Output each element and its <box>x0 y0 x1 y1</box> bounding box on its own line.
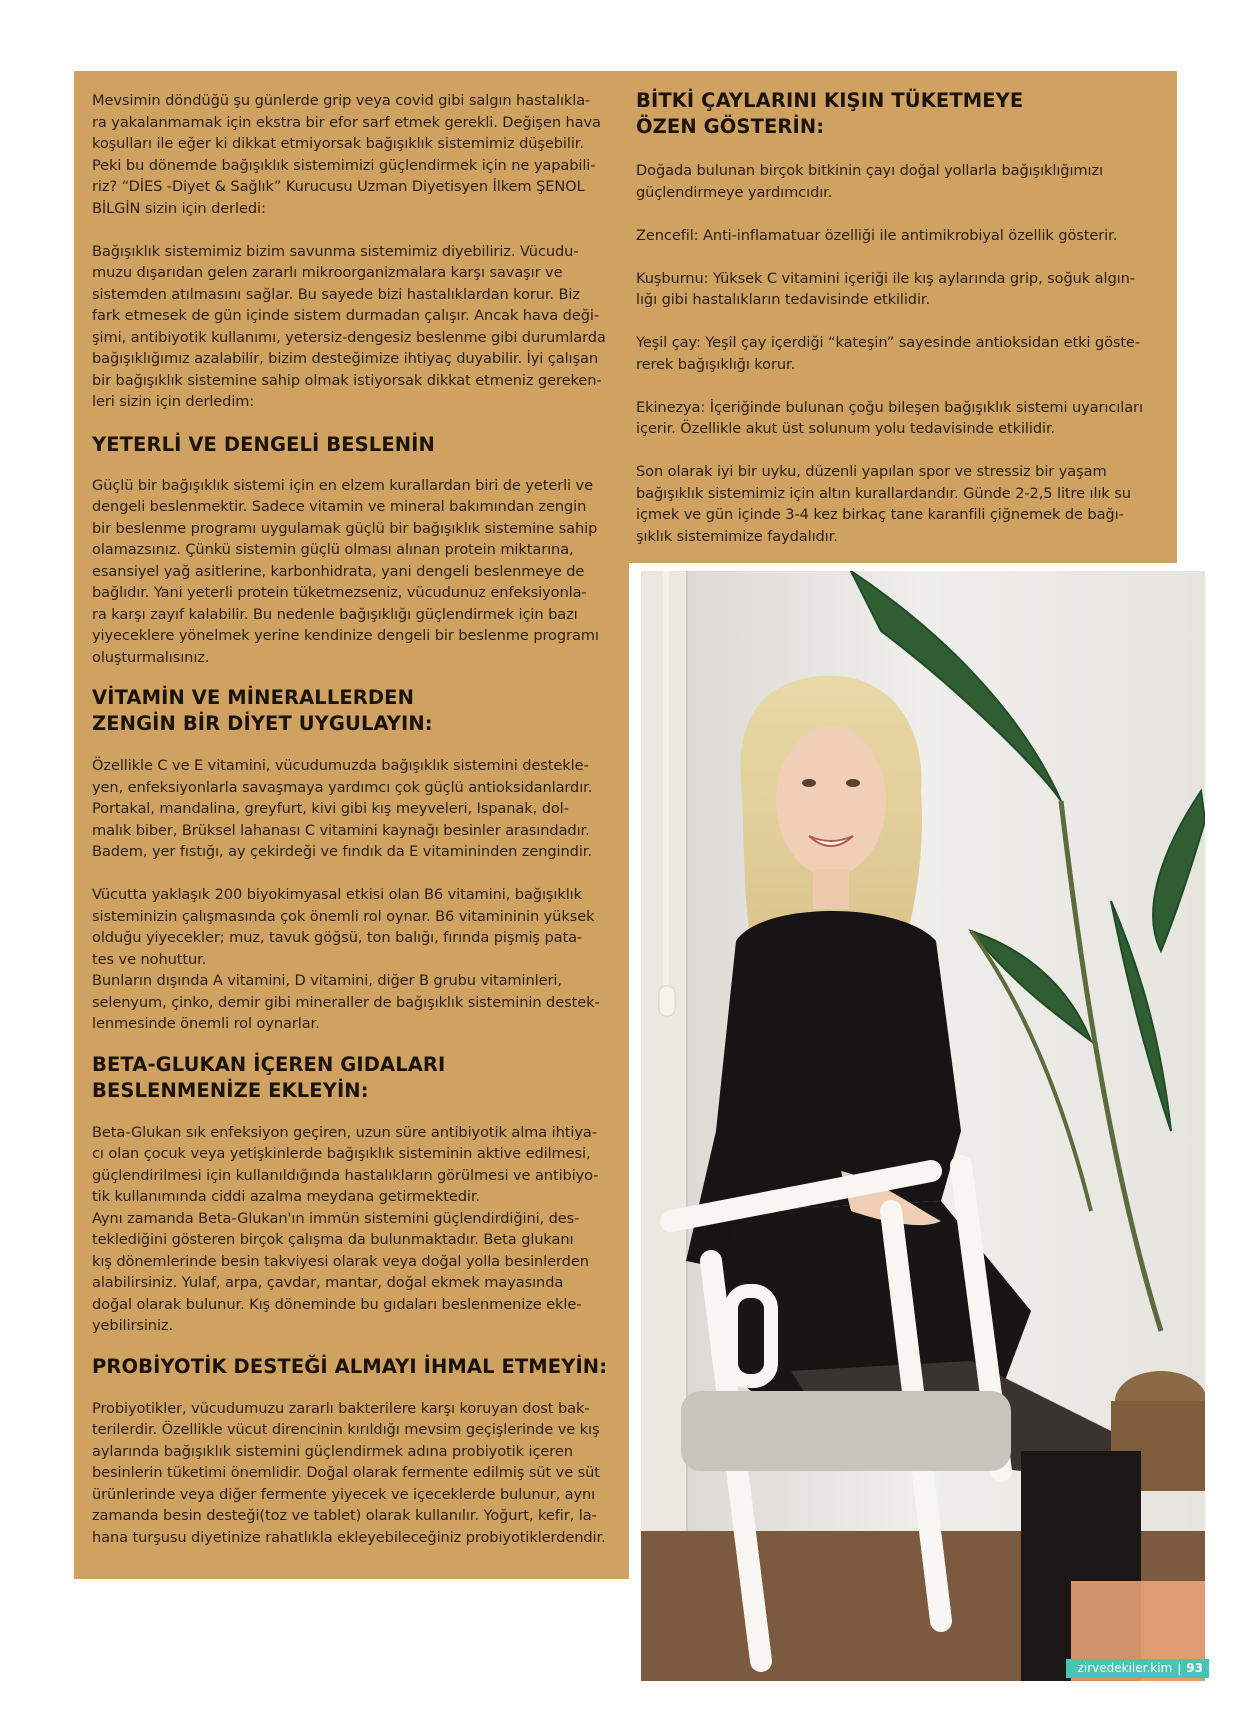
left-column <box>92 90 617 1548</box>
footer-separator: | <box>1177 1661 1182 1675</box>
balanced-diet-paragraph: Güçlü bir bağışıklık sistemi için en elzem kurallardan biri de yeterli ve dengeli beslenmektir. Sadece vitamin ve mineral bakımından zengin bir beslenme programı uygulamak güçlü bir bağışıklık sistemine sahip olamazsınız. Çünkü sistemin güçlü olması alınan protein miktarına, esansiyel yağ asitlerine, karbonhidrata, yani dengeli beslenmeye de bağlıdır. Yani yeterli protein tüketmezseniz, vücudunuz enfeksiyonla- ra karşı zayıf kalabilir. Bu nedenle bağışıklığı güçlendirmek için bazı yiyeceklere yönelmek yerine kendinize dengeli bir beslenme programı oluşturmalısınız. <box>92 476 599 666</box>
heading-vitamins: VİTAMİN VE MİNERALLERDEN ZENGİN BİR DİYET UYGULAYIN: <box>92 686 433 735</box>
herbal-teas-intro: Doğada bulunan birçok bitkinin çayı doğal yollarla bağışıklığımızı güçlendirmeye yardımcıdır. <box>636 162 1103 201</box>
heading-probiotics: PROBİYOTİK DESTEĞİ ALMAYI İHMAL ETMEYİN: <box>92 1354 608 1378</box>
footer-site: zirvedekiler.kim <box>1077 1661 1173 1675</box>
page-footer <box>1066 1659 1209 1678</box>
echinacea-paragraph: Ekinezya: İçeriğinde bulunan çoğu bileşen bağışıklık sistemi uyarıcıları içerir. Özellikle akut üst solunum yolu tedavisinde etkilidir. <box>636 398 1143 437</box>
beta-glucan-paragraph: Beta-Glukan sık enfeksiyon geçiren, uzun süre antibiyotik alma ihtiya- cı olan çocuk veya yetişkinlerde bağışıklık sisteminin aktive edilmesi, güçlendirilmesi için kullanıldığında hastalıkların görülmesi ve antibiyo- tik kullanımında ciddi azalma meydana getirmektedir. Aynı zamanda Beta-Glukan'ın immün sistemini güçlendirdiğini, des- teklediğini gösteren birçok çalışma da bulunmaktadır. Beta glukanı kış dönemlerinde besin takviyesi olarak veya doğal yolla besinlerden alabilirsiniz. Yulaf, arpa, çavdar, mantar, doğal ekmek mayasında doğal olarak bulunur. Kış döneminde bu gıdaları beslenmenize ekle- yebilirsiniz. <box>92 1123 599 1334</box>
column-divider <box>629 563 635 1579</box>
portrait-illustration <box>641 571 1205 1681</box>
rosehip-paragraph: Kuşburnu: Yüksek C vitamini içeriği ile kış aylarında grip, soğuk algın- lığı gibi hastalıkların tedavisinde etkilidir. <box>636 269 1135 308</box>
probiotics-paragraph: Probiyotikler, vücudumuzu zararlı bakterilere karşı koruyan dost bak- terilerdir. Özellikle vücut direncinin kırıldığı mevsim geçişlerinde ve kış aylarında bağışıklık sistemini güçlendirmek adına probiyotik içeren besinlerin tüketimi önemlidir. Doğal olarak fermente edilmiş süt ve süt ürünlerinde veya diğer fermente yiyecek ve içeceklerde bulunur, aynı zamanda besin desteği(toz ve tablet) olarak kullanılır. Yoğurt, kefir, la- hana turşusu diyetinize rahatlıkla ekleyebileceğiniz probiyotiklerdendir. <box>92 1399 606 1546</box>
page-number: 93 <box>1186 1661 1203 1675</box>
heading-beta-glucan: BETA-GLUKAN İÇEREN GIDALARI BESLENMENİZE EKLEYİN: <box>92 1052 446 1102</box>
dietitian-portrait-photo <box>641 571 1205 1681</box>
heading-balanced-diet: YETERLİ VE DENGELİ BESLENİN <box>92 432 435 456</box>
heading-herbal-teas: BİTKİ ÇAYLARINI KIŞIN TÜKETMEYE ÖZEN GÖSTERİN: <box>636 89 1024 138</box>
intro-paragraph: Mevsimin döndüğü şu günlerde grip veya covid gibi salgın hastalıkla- ra yakalanmamak için ekstra bir efor sarf etmek gerekli. Değişen hava koşulları ile eğer ki dikkat etmiyorsak bağışıklık sistemimiz düşebilir. Peki bu dönemde bağışıklık sistemimizi güçlendirmek için ne yapabili- riz? “DİES -Diyet & Sağlık” Kurucusu Uzman Diyetisyen İlkem ŞENOL BİLGİN sizin için derledi: <box>92 92 601 217</box>
ginger-paragraph: Zencefil: Anti-inflamatuar özelliği ile antimikrobiyal özellik gösterir. <box>636 226 1118 244</box>
green-tea-paragraph: Yeşil çay: Yeşil çay içerdiği “kateşin” sayesinde antioksidan etki göste- rerek bağışıklığı korur. <box>636 334 1141 373</box>
right-column <box>636 88 1166 547</box>
vitamins-paragraph: Özellikle C ve E vitamini, vücudumuzda bağışıklık sistemini destekle- yen, enfeksiyonlarla savaşmaya yardımcı çok güçlü antioksidanlardır. Portakal, mandalina, greyfurt, kivi gibi kış meyveleri, Ispanak, dol- malık biber, Brüksel lahanası C vitamini kaynağı besinler arasındadır. Badem, yer fıstığı, ay çekirdeği ve fındık da E vitamininden zengindir. <box>92 757 593 860</box>
intro-paragraph-2: Bağışıklık sistemimiz bizim savunma sistemimiz diyebiliriz. Vücudu- muzu dışarıdan gelen zararlı mikroorganizmalara karşı savaşır ve sistemden atılmasını sağlar. Bu sayede bizi hastalıklardan korur. Biz fark etmesek de gün içinde sistem durmadan çalışır. Ancak hava deği- şimi, antibiyotik kullanımı, yetersiz-dengesiz beslenme gibi durumlarda bağışıklığımız azalabilir, bizim desteğimize ihtiyaç duyabilir. İyi çalışan bir bağışıklık sistemine sahip olmak istiyorsak dikkat etmeniz gereken- leri sizin için derledim: <box>92 242 606 410</box>
conclusion-paragraph: Son olarak iyi bir uyku, düzenli yapılan spor ve stressiz bir yaşam bağışıklık sistemimiz için altın kurallardandır. Günde 2-2,5 litre ılık su içmek ve gün içinde 3-4 kez birkaç tane karanfili çiğnemek de bağı- şıklık sistemimize faydalıdır. <box>636 463 1131 545</box>
vitamin-b6-paragraph: Vücutta yaklaşık 200 biyokimyasal etkisi olan B6 vitamini, bağışıklık sisteminizin çalışmasında çok önemli rol oynar. B6 vitamininin yüksek olduğu yiyecekler; muz, tavuk göğsü, ton balığı, fırında pişmiş pata- tes ve nohuttur. Bunların dışında A vitamini, D vitamini, diğer B grubu vitaminleri, selenyum, çinko, demir gibi mineraller de bağışıklık sisteminin destek- lenmesinde önemli rol oynarlar. <box>92 886 600 1032</box>
